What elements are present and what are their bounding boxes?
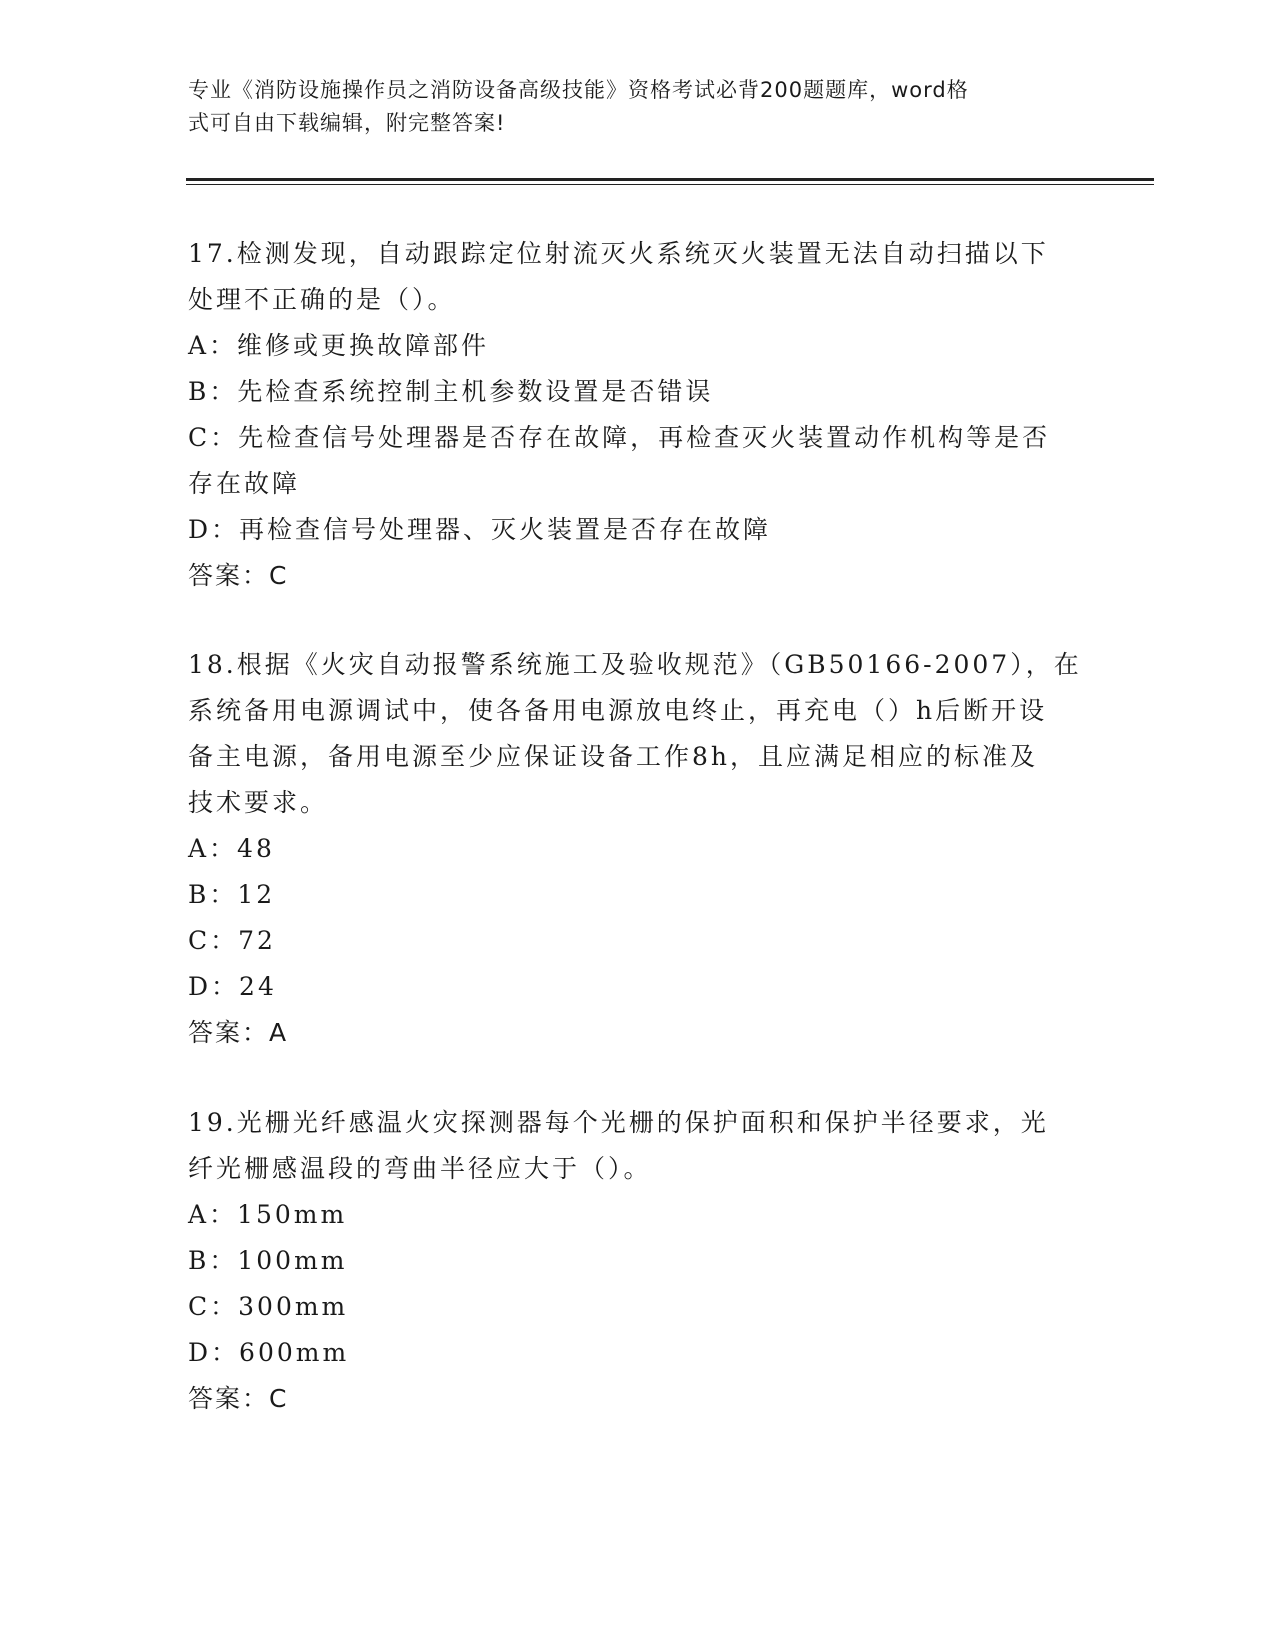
header-divider-thin bbox=[186, 184, 1154, 185]
option-d: D：600mm bbox=[188, 1338, 350, 1367]
option-a: A：150mm bbox=[188, 1200, 348, 1229]
option-c: C：72 bbox=[188, 926, 276, 955]
option-b: B：先检查系统控制主机参数设置是否错误 bbox=[188, 377, 714, 406]
option-b: B：100mm bbox=[188, 1246, 348, 1275]
question-stem bbox=[188, 1100, 1088, 1192]
option-c bbox=[188, 415, 1088, 507]
question-stem-line: 处理不正确的是（）。 bbox=[188, 285, 456, 314]
option-b: B：12 bbox=[188, 880, 276, 909]
header-line-1: 专业《消防设施操作员之消防设备高级技能》资格考试必背200题题库，word格 bbox=[188, 78, 969, 102]
option-d: D：再检查信号处理器、灭火装置是否存在故障 bbox=[188, 515, 772, 544]
question-stem-line: 17.检测发现，自动跟踪定位射流灭火系统灭火装置无法自动扫描以下 bbox=[188, 239, 1049, 268]
option-c: C：300mm bbox=[188, 1292, 349, 1321]
question-stem-line: 技术要求。 bbox=[188, 788, 329, 817]
question-18 bbox=[188, 642, 1088, 1056]
answer: 答案：C bbox=[188, 1384, 289, 1413]
option-c-line: C：先检查信号处理器是否存在故障，再检查灭火装置动作机构等是否 bbox=[188, 423, 1051, 452]
question-stem-line: 19.光栅光纤感温火灾探测器每个光栅的保护面积和保护半径要求，光 bbox=[188, 1108, 1049, 1137]
question-19 bbox=[188, 1100, 1088, 1422]
question-stem-line: 系统备用电源调试中，使各备用电源放电终止，再充电（）h后断开设 bbox=[188, 696, 1048, 725]
question-stem bbox=[188, 231, 1088, 323]
answer: 答案：C bbox=[188, 561, 289, 590]
option-c-line: 存在故障 bbox=[188, 469, 301, 498]
header-divider-thick bbox=[186, 178, 1154, 181]
question-stem-line: 18.根据《火灾自动报警系统施工及验收规范》（GB50166-2007），在 bbox=[188, 650, 1082, 679]
question-stem-line: 备主电源，备用电源至少应保证设备工作8h，且应满足相应的标准及 bbox=[188, 742, 1039, 771]
answer: 答案：A bbox=[188, 1018, 289, 1047]
option-d: D：24 bbox=[188, 972, 277, 1001]
document-header bbox=[188, 74, 1068, 140]
question-17 bbox=[188, 231, 1088, 599]
header-line-2: 式可自由下载编辑，附完整答案! bbox=[188, 111, 506, 135]
question-stem bbox=[188, 642, 1088, 826]
question-stem-line: 纤光栅感温段的弯曲半径应大于（）。 bbox=[188, 1154, 652, 1183]
option-a: A：48 bbox=[188, 834, 275, 863]
option-a: A：维修或更换故障部件 bbox=[188, 331, 490, 360]
